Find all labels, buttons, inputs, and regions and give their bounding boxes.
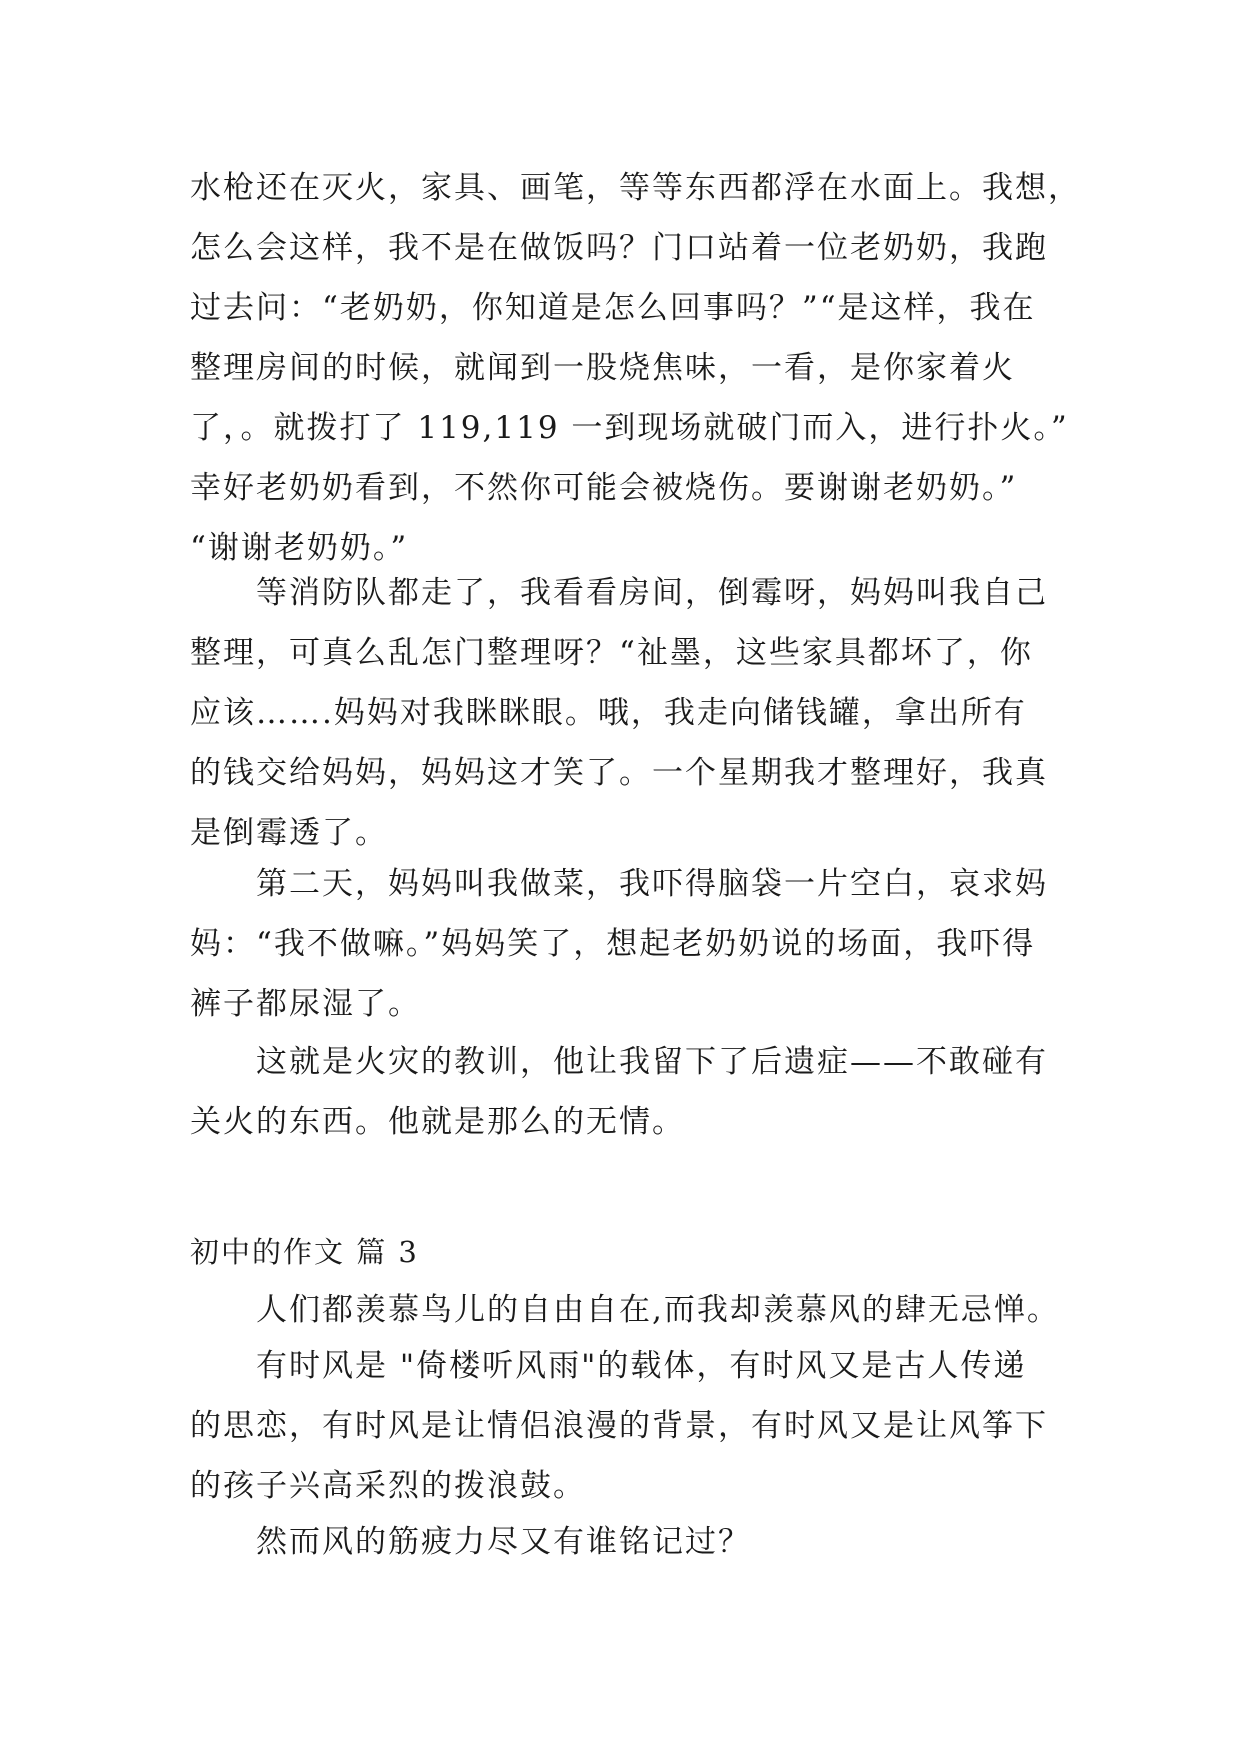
paragraph xyxy=(190,1032,1060,1152)
paragraph xyxy=(190,854,1060,1034)
section-heading xyxy=(190,1222,1060,1282)
text-line: 应该…….妈妈对我眯眯眼。哦，我走向储钱罐，拿出所有 xyxy=(190,695,1027,731)
text-line: 人们都羡慕鸟儿的自由自在,而我却羡慕风的肆无忌惮。 xyxy=(256,1292,1060,1328)
text-line: 整理，可真么乱怎门整理呀？“祉墨，这些家具都坏了，你 xyxy=(190,635,1033,671)
paragraph xyxy=(190,158,1081,578)
text-line: 的思恋，有时风是让情侣浪漫的背景，有时风又是让风筝下 xyxy=(190,1408,1048,1444)
paragraph xyxy=(190,1280,1060,1340)
text-line: 然而风的筋疲力尽又有谁铭记过？ xyxy=(256,1524,751,1560)
text-line: 妈：“我不做嘛。”妈妈笑了，想起老奶奶说的场面，我吓得 xyxy=(190,926,1036,962)
text-line: “谢谢老奶奶。” xyxy=(190,530,409,566)
text-line: 整理房间的时候，就闻到一股烧焦味，一看，是你家着火 xyxy=(190,350,1015,386)
text-line: 了，。就拨打了 119,119 一到现场就破门而入，进行扑火。” xyxy=(190,410,1069,446)
paragraph xyxy=(190,1336,1060,1516)
text-line: 有时风是 "倚楼听风雨"的载体，有时风又是古人传递 xyxy=(256,1348,1027,1384)
text-line: 是倒霉透了。 xyxy=(190,815,388,851)
text-line: 的孩子兴高采烈的拨浪鼓。 xyxy=(190,1468,586,1504)
text-line: 等消防队都走了，我看看房间，倒霉呀，妈妈叫我自己 xyxy=(256,575,1048,611)
text-line: 的钱交给妈妈，妈妈这才笑了。一个星期我才整理好，我真 xyxy=(190,755,1048,791)
paragraph xyxy=(190,1512,1060,1572)
text-line: 裤子都尿湿了。 xyxy=(190,986,421,1022)
text-line: 水枪还在灭火，家具、画笔，等等东西都浮在水面上。我想， xyxy=(190,170,1081,206)
text-line: 过去问：“老奶奶，你知道是怎么回事吗？”“是这样，我在 xyxy=(190,290,1036,326)
text-line: 第二天，妈妈叫我做菜，我吓得脑袋一片空白，哀求妈 xyxy=(256,866,1048,902)
text-line: 怎么会这样，我不是在做饭吗？门口站着一位老奶奶，我跑 xyxy=(190,230,1048,266)
section-heading-text: 初中的作文 篇 3 xyxy=(190,1235,419,1269)
text-line: 关火的东西。他就是那么的无情。 xyxy=(190,1104,685,1140)
text-line: 幸好老奶奶看到，不然你可能会被烧伤。要谢谢老奶奶。” xyxy=(190,470,1018,506)
paragraph xyxy=(190,563,1060,863)
text-line: 这就是火灾的教训，他让我留下了后遗症——不敢碰有 xyxy=(256,1044,1048,1080)
